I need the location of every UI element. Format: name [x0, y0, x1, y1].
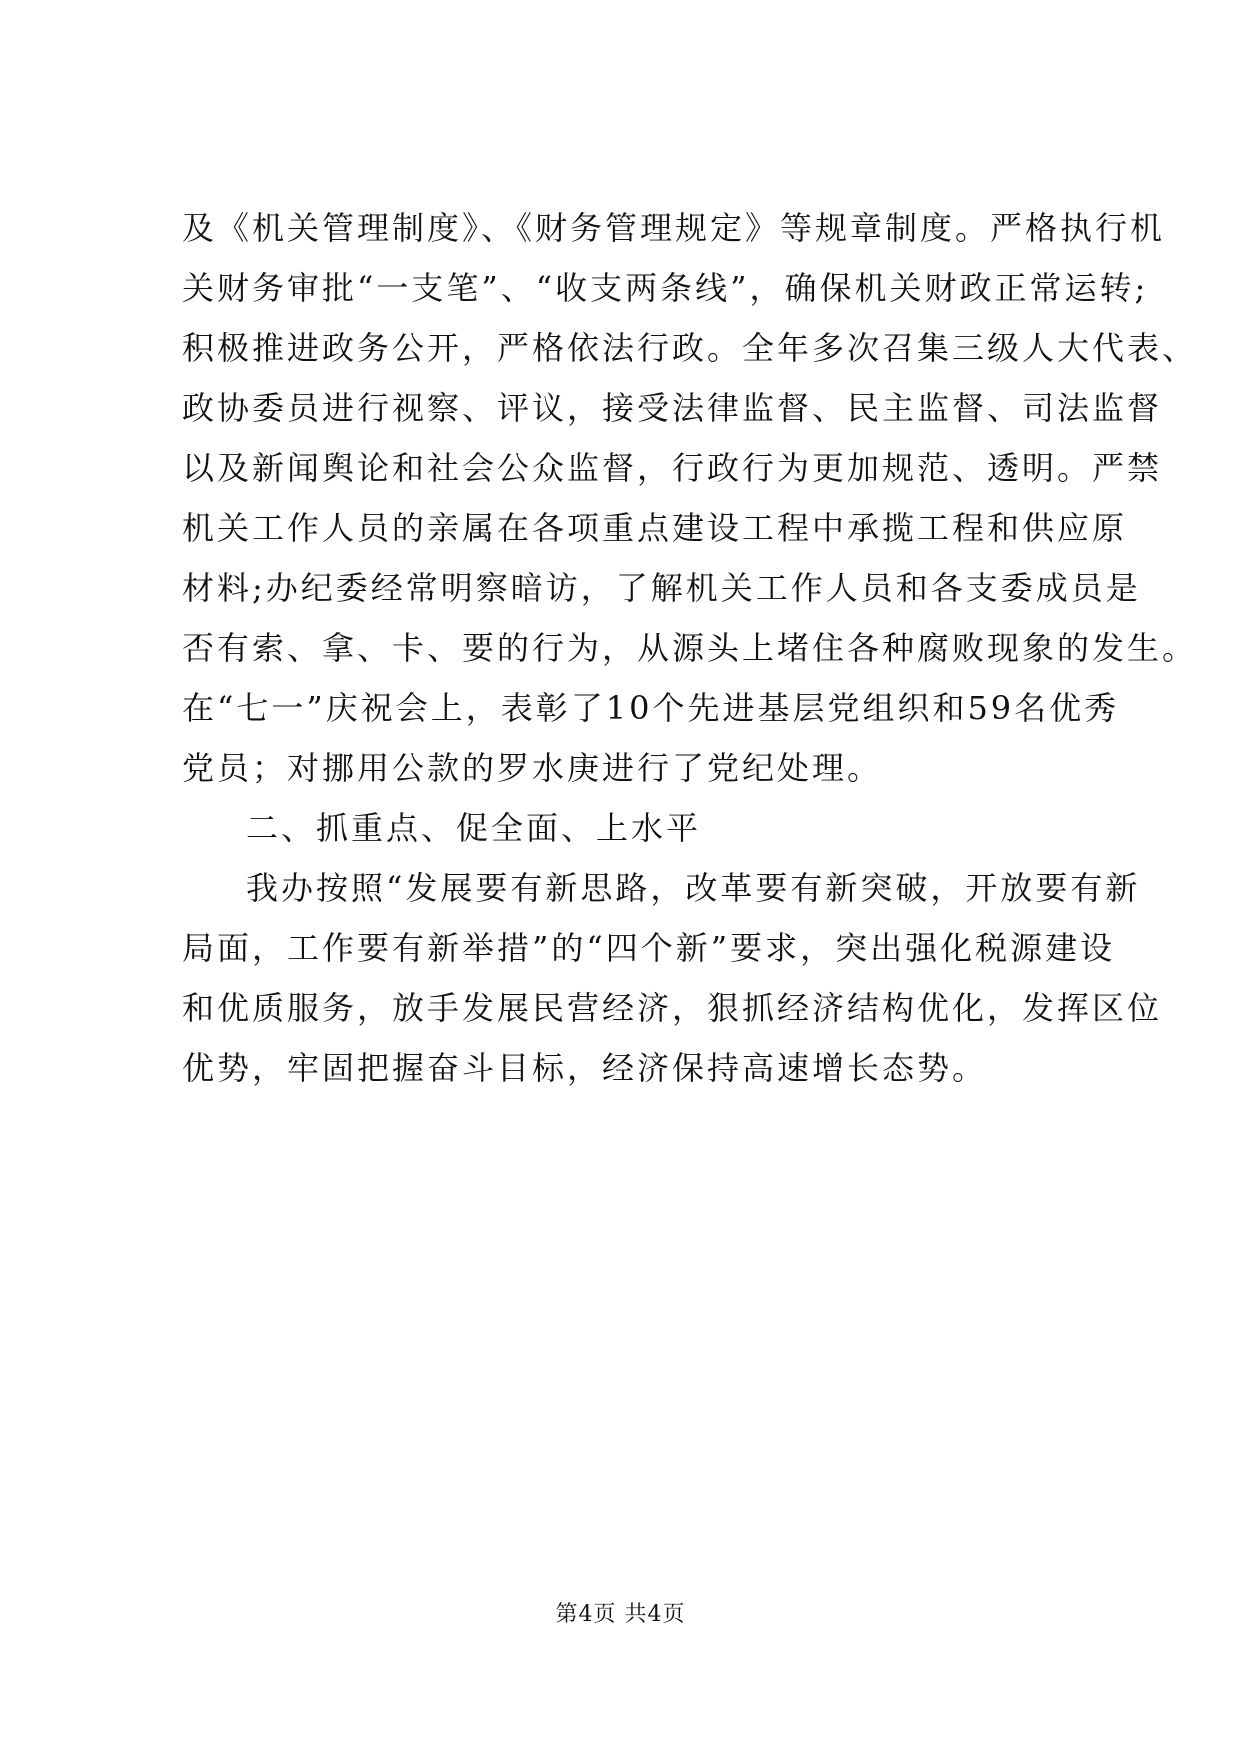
text-line: 材料;办纪委经常明察暗访，了解机关工作人员和各支委成员是	[182, 569, 1141, 607]
text-line: 党员；对挪用公款的罗水庚进行了党纪处理。	[182, 749, 883, 787]
section-heading: 二、抓重点、促全面、上水平	[246, 809, 702, 847]
text-line: 否有索、拿、卡、要的行为，从源头上堵住各种腐败现象的发生。	[182, 629, 1198, 667]
text-line: 及《机关管理制度》、《财务管理规定》等规章制度。严格执行机	[182, 209, 1166, 247]
text-line: 和优质服务，放手发展民营经济，狠抓经济结构优化，发挥区位	[182, 989, 1163, 1027]
text-line: 在“七一”庆祝会上，表彰了10个先进基层党组织和59名优秀	[182, 689, 1120, 727]
text-line: 政协委员进行视察、评议，接受法律监督、民主监督、司法监督	[182, 389, 1163, 427]
text-line: 积极推进政务公开，严格依法行政。全年多次召集三级人大代表、	[182, 329, 1198, 367]
text-line: 机关工作人员的亲属在各项重点建设工程中承揽工程和供应原	[182, 509, 1128, 547]
page-number-footer: 第4页 共4页	[555, 1602, 686, 1627]
text-line: 局面，工作要有新举措”的“四个新”要求，突出强化税源建设	[182, 929, 1116, 967]
text-line: 以及新闻舆论和社会公众监督，行政行为更加规范、透明。严禁	[182, 449, 1163, 487]
text-line: 优势，牢固把握奋斗目标，经济保持高速增长态势。	[182, 1049, 988, 1087]
text-line: 关财务审批“一支笔”、“收支两条线”，确保机关财政正常运转;	[182, 269, 1149, 307]
text-line: 我办按照“发展要有新思路，改革要有新突破，开放要有新	[246, 869, 1141, 907]
document-body	[182, 198, 1198, 1098]
